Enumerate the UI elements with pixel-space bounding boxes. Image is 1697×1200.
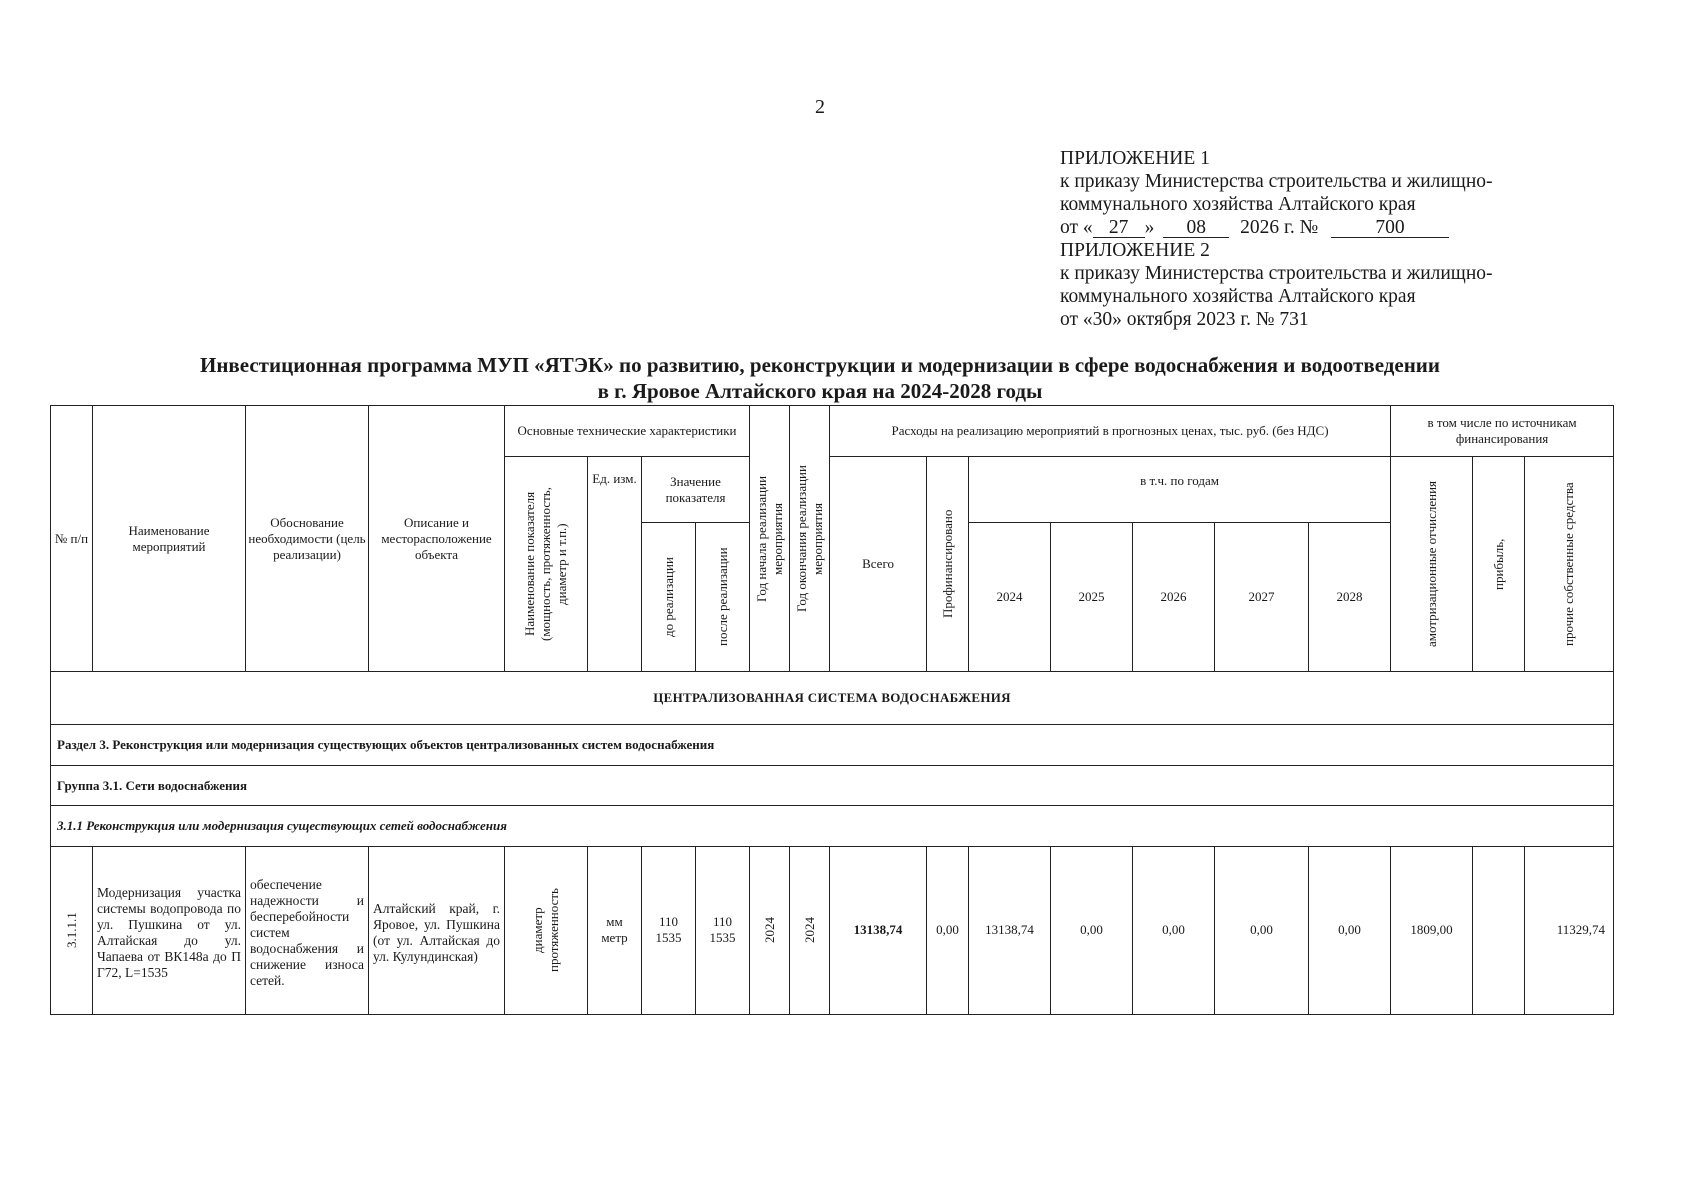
header-after: после реализации (714, 547, 730, 647)
investment-table (50, 405, 1614, 1015)
header-description: Описание и месторасположение объекта (369, 406, 505, 672)
table-row (51, 846, 1614, 1014)
row-num: 3.1.1.1 (63, 912, 79, 949)
appendix2-line2: коммунального хозяйства Алтайского края (1060, 286, 1416, 307)
page-number: 2 (815, 96, 825, 118)
row-indicator-cell (505, 846, 588, 1014)
group-row: Группа 3.1. Сети водоснабжения (51, 765, 1614, 805)
header-year-2027: 2027 (1215, 523, 1309, 672)
header-prefinanced: Профинансировано (939, 509, 955, 619)
header-prefinanced-cell (927, 457, 969, 672)
row-profit (1473, 846, 1525, 1014)
appendix2-line3: от «30» октября 2023 г. № 731 (1060, 309, 1309, 330)
row-y2027: 0,00 (1215, 846, 1309, 1014)
section-title: ЦЕНТРАЛИЗОВАННАЯ СИСТЕМА ВОДОСНАБЖЕНИЯ (51, 672, 1614, 725)
header-year-2025: 2025 (1051, 523, 1133, 672)
row-num-cell (51, 846, 93, 1014)
header-before: до реализации (660, 557, 676, 638)
row-before-2: 1535 (655, 930, 682, 946)
document-title (90, 352, 1550, 404)
header-costs: Расходы на реализацию мероприятий в прогнозных ценах, тыс. руб. (без НДС) (830, 406, 1391, 457)
row-justification: обеспечение надежности и бесперебойности систем водоснабжения и снижение износа сетей. (246, 846, 369, 1014)
header-unit: Ед. изм. (588, 457, 642, 672)
appendix1-number: 700 (1331, 218, 1449, 238)
appendix2-line1: к приказу Министерства строительства и жилищно- (1060, 263, 1493, 284)
header-year-end: Год окончания реализации мероприятия (793, 465, 825, 613)
row-before (642, 846, 696, 1014)
row-description: Алтайский край, г. Яровое, ул. Пушкина (от ул. Алтайская до ул. Кулундинская) (369, 846, 505, 1014)
row-unit (588, 846, 642, 1014)
header-num: № п/п (51, 406, 93, 672)
header-indicator-name: Наименование показателя (мощность, протяженность, диаметр и т.п.) (522, 487, 569, 642)
appendix1-quote-close: » (1144, 217, 1155, 238)
row-y2024: 13138,74 (969, 846, 1051, 1014)
row-after (696, 846, 750, 1014)
appendix1-line2: коммунального хозяйства Алтайского края (1060, 194, 1416, 215)
appendix1-line1: к приказу Министерства строительства и жилищно- (1060, 171, 1493, 192)
header-name: Наименование мероприятий (93, 406, 246, 672)
appendix1-date-line (1060, 216, 1493, 239)
header-year-start-cell (750, 406, 790, 672)
row-y2026: 0,00 (1133, 846, 1215, 1014)
header-amortization-cell (1391, 457, 1473, 672)
header-year-2028: 2028 (1309, 523, 1391, 672)
row-other: 11329,74 (1525, 846, 1614, 1014)
row-unit-line2: метр (601, 930, 628, 946)
header-amortization: амотризационные отчисления (1423, 481, 1439, 648)
row-name: Модернизация участка системы водопровода по ул. Пушкина от ул. Алтайская до ул. Чапаева от ВК148а до П Г72, L=1535 (93, 846, 246, 1014)
row-y2025: 0,00 (1051, 846, 1133, 1014)
header-other: прочие собственные средства (1561, 482, 1577, 646)
row-indicator: диаметр протяженность (530, 888, 561, 973)
header-profit-cell (1473, 457, 1525, 672)
header-year-end-cell (790, 406, 830, 672)
subgroup-row: 3.1.1 Реконструкция или модернизация существующих сетей водоснабжения (51, 806, 1614, 846)
header-other-cell (1525, 457, 1614, 672)
appendix1-day: 27 (1093, 218, 1145, 238)
appendix1-year: 2026 г. № (1240, 217, 1319, 238)
row-year-start: 2024 (761, 917, 777, 944)
appendix1-month: 08 (1163, 218, 1229, 238)
row-prefinanced: 0,00 (927, 846, 969, 1014)
header-before-cell (642, 523, 696, 672)
header-sources: в том числе по источникам финансирования (1391, 406, 1614, 457)
row-year-end-cell (790, 846, 830, 1014)
row-year-end: 2024 (801, 917, 817, 944)
header-justification: Обоснование необходимости (цель реализации) (246, 406, 369, 672)
header-indicator-name-cell (505, 457, 588, 672)
row-year-start-cell (750, 846, 790, 1014)
appendix2-title: ПРИЛОЖЕНИЕ 2 (1060, 240, 1210, 261)
row-total: 13138,74 (830, 846, 927, 1014)
document-title-line1: Инвестиционная программа МУП «ЯТЭК» по развитию, реконструкции и модернизации в сфере водоснабжения и водоотведении (200, 353, 1440, 377)
header-year-start: Год начала реализации мероприятия (753, 475, 785, 602)
document-title-line2: в г. Яровое Алтайского края на 2024-2028 годы (597, 379, 1043, 403)
header-by-years: в т.ч. по годам (969, 457, 1391, 523)
header-after-cell (696, 523, 750, 672)
row-y2028: 0,00 (1309, 846, 1391, 1014)
row-before-1: 110 (658, 914, 679, 930)
appendix1-title: ПРИЛОЖЕНИЕ 1 (1060, 148, 1210, 169)
row-unit-line1: мм (606, 914, 623, 930)
row-after-2: 1535 (709, 930, 736, 946)
header-profit: прибыль, (1490, 538, 1506, 590)
header-total: Всего (830, 457, 927, 672)
razdel-row: Раздел 3. Реконструкция или модернизация существующих объектов централизованных систем водоснабжения (51, 725, 1614, 765)
appendix-block (1060, 147, 1493, 331)
row-amortization: 1809,00 (1391, 846, 1473, 1014)
header-year-2024: 2024 (969, 523, 1051, 672)
appendix1-date-prefix: от « (1060, 217, 1093, 238)
header-tech: Основные технические характеристики (505, 406, 750, 457)
header-year-2026: 2026 (1133, 523, 1215, 672)
header-indicator-value: Значение показателя (642, 457, 750, 523)
row-after-1: 110 (713, 914, 733, 930)
